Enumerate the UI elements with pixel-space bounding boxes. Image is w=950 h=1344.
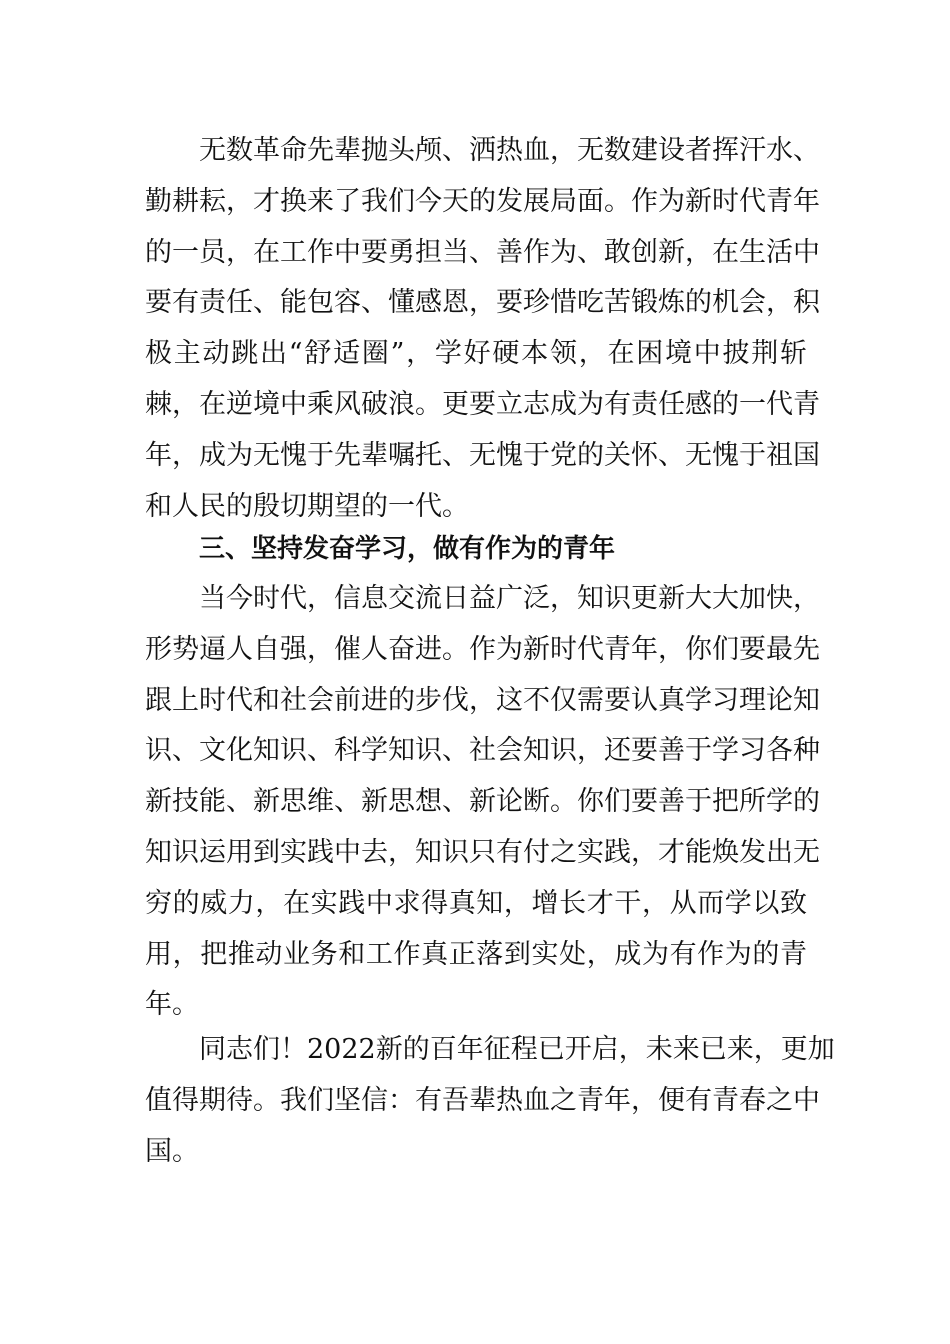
paragraph-line: 用，把推动业务和工作真正落到实处，成为有作为的青: [145, 938, 807, 970]
paragraph-line: 和人民的殷切期望的一代。: [145, 490, 469, 522]
paragraph-line: 知识运用到实践中去，知识只有付之实践，才能焕发出无: [145, 836, 820, 868]
paragraph-line: 无数革命先辈抛头颅、洒热血，无数建设者挥汗水、: [199, 135, 820, 166]
paragraph-line: 值得期待。我们坚信：有吾辈热血之青年，便有青春之中: [145, 1084, 820, 1116]
paragraph-line: 要有责任、能包容、懂感恩，要珍惜吃苦锻炼的机会，积: [145, 287, 820, 319]
paragraph-line: 年。: [145, 989, 199, 1021]
paragraph-line: 跟上时代和社会前进的步伐，这不仅需要认真学习理论知: [145, 684, 820, 716]
paragraph-line: 识、文化知识、科学知识、社会知识，还要善于学习各种: [145, 735, 820, 767]
paragraph-line: 形势逼人自强，催人奋进。作为新时代青年，你们要最先: [145, 633, 820, 665]
paragraph-2: [145, 574, 820, 1031]
paragraph-line: 勤耕耘，才换来了我们今天的发展局面。作为新时代青年: [145, 185, 820, 217]
section-heading: 三、坚持发奋学习，做有作为的青年: [199, 534, 616, 564]
paragraph-1: [145, 126, 820, 532]
paragraph-line: 当今时代，信息交流日益广泛，知识更新大大加快，: [199, 583, 820, 614]
paragraph-3: [145, 1025, 835, 1177]
paragraph-line: 穷的威力，在实践中求得真知，增长才干，从而学以致: [145, 887, 807, 919]
paragraph-line: 新技能、新思维、新思想、新论断。你们要善于把所学的: [145, 786, 820, 818]
paragraph-line: 棘，在逆境中乘风破浪。更要立志成为有责任感的一代青: [145, 388, 820, 420]
paragraph-line: 国。: [145, 1135, 199, 1167]
paragraph-line: 极主动跳出“舒适圈”，学好硬本领，在困境中披荆斩: [145, 338, 807, 370]
paragraph-line: 年，成为无愧于先辈嘱托、无愧于党的关怀、无愧于祖国: [145, 439, 820, 471]
paragraph-line: 同志们！2022新的百年征程已开启，未来已来，更加: [199, 1034, 835, 1065]
paragraph-line: 的一员，在工作中要勇担当、善作为、敢创新，在生活中: [145, 236, 820, 268]
